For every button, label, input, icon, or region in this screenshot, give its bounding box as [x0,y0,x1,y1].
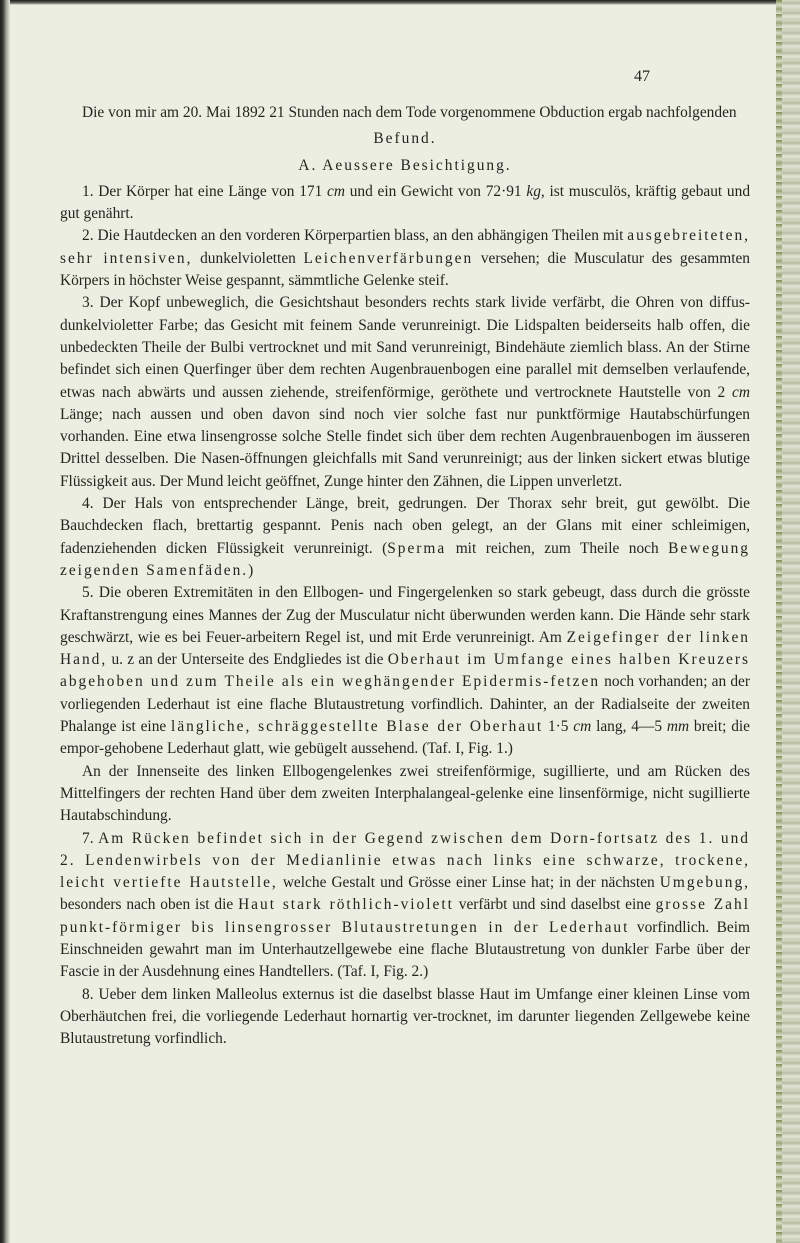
paragraph-7-text: besonders nach oben ist die [60,896,239,914]
paragraph-7-text: 7. [82,829,99,847]
spaced-emphasis: Haut stark röthlich-violett [238,896,454,914]
paragraph-5-text: breit; die empor-gehobene Lederhaut glatt, wie gebügelt aussehend. (Taf. I, Fig. 1.) [60,718,750,758]
spaced-emphasis: längliche, schräggestellte Blase der Oberhaut [171,718,544,736]
paragraph-4-text: 4. Der Hals von entsprechender Länge, breit, gedrungen. Der Thorax sehr breit, gut gewölbt. Die Bauchdecken flach, brettartig gespannt. Penis nach oben gelegt, an der Glans mit einer schleimigen, fadenziehenden dicken Flüssigkeit verunreinigt. ( [60,495,750,557]
paragraph-5-text: 1·5 [543,718,574,736]
unit-cm: cm [327,182,345,200]
page-top-edge [0,0,800,5]
spaced-emphasis: Bewegung zeigenden Samenfäden. [60,539,750,579]
spaced-emphasis: ausgebreiteten, sehr intensiven, [60,227,750,267]
paragraph-2-text: 2. Die Hautdecken an den vorderen Körperpartien blass, an den abhängigen Theilen mit [82,227,628,245]
paragraph-4 [60,493,750,582]
paragraph-5 [60,582,750,760]
paragraph-3 [60,292,750,493]
paragraph-5-text: lang, 4—5 [591,718,667,736]
unit-cm: cm [573,718,592,736]
section-title [60,128,750,150]
spaced-emphasis: Umgebung, [659,874,750,892]
paragraph-5-text: u. z an der Unterseite des Endgliedes ist die [107,651,388,669]
paragraph-1-text: 1. Der Körper hat eine Länge von 171 [82,182,328,200]
spaced-emphasis: Zeigefinger der linken Hand, [60,628,750,669]
spaced-emphasis: Am Rücken befindet sich in der Gegend zwischen dem Dorn-fortsatz des 1. und 2. Lendenwirbels von der Medianlinie etwas nach links eine schwarze, trockene, leicht vertiefte Hautstelle, [60,829,750,892]
page-number: 47 [634,68,650,85]
subsection-title-text: A. Aeussere Besichtigung. [298,156,512,174]
document-page [60,62,750,1050]
section-title-text: Befund. [373,130,437,148]
spaced-emphasis: Leichenverfärbungen [303,249,474,267]
paragraph-3-text: 3. Der Kopf unbeweglich, die Gesichtshaut besonders rechts stark livide verfärbt, die Ohren von diffus-dunkelvioletter Farbe; das Gesicht mit feinem Sande verunreinigt. Die Lidspalten beiderseits halb offen, die unbedeckten Theile der Bulbi vertrocknet und mit Sand verunreinigt, Bindehäute ziemlich blass. An der Stirne befindet sich einen Querfinger über dem rechten Augenbrauenbogen eine parallel mit demselben verlaufende, etwas nach abwärts und aussen ziehende, streifenförmige, geröthete und vertrocknete Hautstelle von 2 [60,294,750,401]
paragraph-3-text: Länge; nach aussen und oben davon sind noch vier solche fast nur punktförmige Hautabschürfungen vorhanden. Eine etwa linsengrosse solche Stelle findet sich über dem rechten Augenbrauenbogen im äusseren Drittel desselben. Die Nasen-öffnungen gleichfalls mit Sand verunreinigt; aus der linken sickert etwas blutige Flüssigkeit aus. Der Mund leicht geöffnet, Zunge hinter den Zähnen, die Lippen unverletzt. [60,405,750,490]
unit-mm: mm [666,718,690,736]
spaced-emphasis: Sperma [387,539,447,557]
paragraph-7 [60,828,750,984]
paragraph-4-text: ) [248,561,254,579]
spaced-emphasis: grosse Zahl punkt-förmiger bis linsengrosser Blutaustretungen in der Lederhaut [60,896,750,936]
paragraph-5-text: 5. Die oberen Extremitäten in den Ellbogen- und Fingergelenken so stark gebeugt, dass durch die grösste Kraftanstrengung eines Mannes der Zug der Musculatur nicht überwunden werden kann. Die Hände sehr stark geschwärzt, wie es bei Feuer-arbeitern Regel ist, und mit Erde verunreinigt. Am [60,584,750,646]
paragraph-2 [60,225,750,292]
paragraph-7-text: verfärbt und sind daselbst eine [453,896,656,914]
book-binding-shadow [0,0,10,1243]
page-edge-right [776,0,800,1243]
paragraph-2-text: dunkelvioletten [192,249,304,267]
paragraph-4-text: mit reichen, zum Theile noch [446,539,669,557]
paragraph-1 [60,181,750,226]
intro-paragraph: Die von mir am 20. Mai 1892 21 Stunden nach dem Tode vorgenommene Obduction ergab nachfolgenden [82,104,737,121]
paragraph-8: 8. Ueber dem linken Malleolus externus ist die daselbst blasse Haut im Umfange einer kleinen Linse vom Oberhäutchen frei, die vorliegende Lederhaut hornartig ver-trocknet, im darunter liegenden Zellgewebe keine Blutaustretung vorfindlich. [60,985,750,1048]
paragraph-7-text: welche Gestalt und Grösse einer Linse hat; in der nächsten [277,874,660,892]
paragraph-5-text: noch vorhanden; an der vorliegenden Lederhaut ist eine flache Blutaustretung vorfindlich. Dahinter, an der Radialseite der zweiten Phalange ist eine [60,673,750,736]
unit-cm: cm [732,383,750,401]
subsection-title [60,155,750,177]
paragraph-1-text: ist musculös, kräftig gebaut und gut genährt. [60,182,751,223]
paragraph-5b: An der Innenseite des linken Ellbogengelenkes zwei streifenförmige, sugillierte, und am Rücken des Mittelfingers der rechten Hand über dem zweiten Interphalangeal-gelenke eine linsenförmige, nicht sugillierte Hautabschindung. [60,762,750,825]
unit-kg: kg, [526,182,545,200]
paragraph-1-text: und ein Gewicht von 72·91 [345,182,527,200]
paragraph-7-text: vorfindlich. Beim Einschneiden gewahrt man im Unterhautzellgewebe eine flache Blutaustretung von dunkler Farbe über der Fascie in der Ausdehnung eines Handtellers. (Taf. I, Fig. 2.) [60,918,750,981]
spaced-emphasis: Oberhaut im Umfange eines halben Kreuzers abgehoben und zum Theile als ein weghängender Epidermis-fetzen [60,651,750,691]
paragraph-2-text: versehen; die Musculatur des gesammten Körpers in höchster Weise gespannt, sämmtliche Gelenke steif. [60,249,750,290]
